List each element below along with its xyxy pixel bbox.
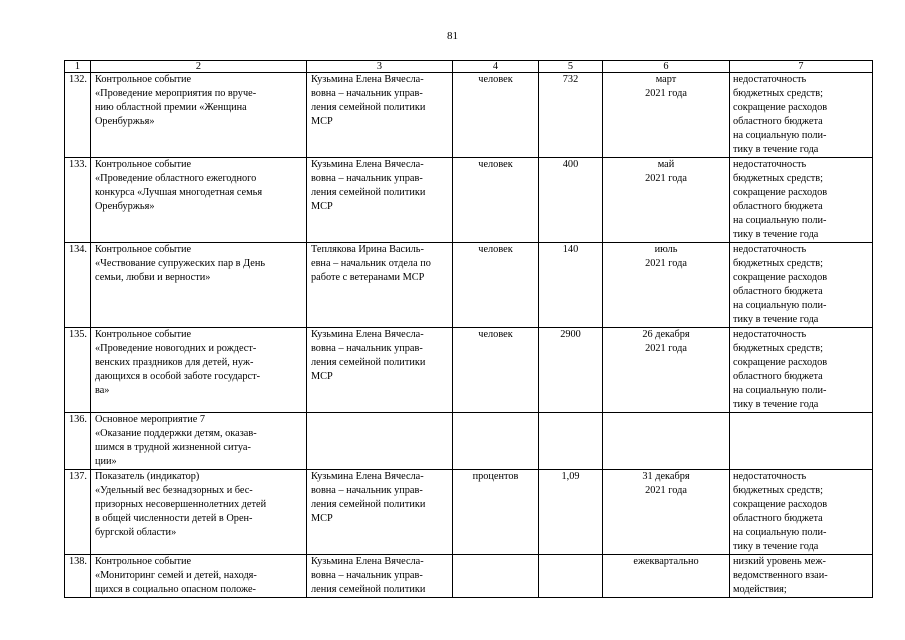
row-term: 31 декабря 2021 года <box>603 470 730 555</box>
row-responsible: Кузьмина Елена Вячесла- вовна – начальник управ- ления семейной политики МСР <box>307 158 453 243</box>
row-number: 138. <box>65 555 91 598</box>
row-risk: недостаточность бюджетных средств; сокращение расходов областного бюджета на социальную поли- тику в течение года <box>730 73 873 158</box>
row-name: Контрольное событие «Мониторинг семей и детей, находя- щихся в социально опасном положе- <box>91 555 307 598</box>
header-cell-1: 1 <box>65 61 91 73</box>
row-term: июль 2021 года <box>603 243 730 328</box>
table-row <box>65 73 873 158</box>
row-unit <box>453 413 539 470</box>
row-term: май 2021 года <box>603 158 730 243</box>
row-name: Показатель (индикатор) «Удельный вес безнадзорных и бес- призорных несовершеннолетних детей в общей численности детей в Орен- бургской области» <box>91 470 307 555</box>
header-row <box>65 61 873 73</box>
row-term <box>603 413 730 470</box>
row-unit: человек <box>453 158 539 243</box>
table-row <box>65 243 873 328</box>
row-value: 1,09 <box>539 470 603 555</box>
row-unit: человек <box>453 328 539 413</box>
row-term: март 2021 года <box>603 73 730 158</box>
row-name: Контрольное событие «Проведение новогодних и рождест- венских праздников для детей, нуж- дающихся в особой заботе государст- ва» <box>91 328 307 413</box>
row-number: 134. <box>65 243 91 328</box>
row-value <box>539 413 603 470</box>
row-unit: человек <box>453 73 539 158</box>
row-number: 132. <box>65 73 91 158</box>
row-responsible <box>307 413 453 470</box>
row-responsible: Кузьмина Елена Вячесла- вовна – начальник управ- ления семейной политики МСР <box>307 73 453 158</box>
row-value: 400 <box>539 158 603 243</box>
row-responsible: Кузьмина Елена Вячесла- вовна – начальник управ- ления семейной политики МСР <box>307 328 453 413</box>
row-number: 135. <box>65 328 91 413</box>
header-cell-3: 3 <box>307 61 453 73</box>
row-unit <box>453 555 539 598</box>
row-value: 140 <box>539 243 603 328</box>
row-value: 2900 <box>539 328 603 413</box>
header-cell-2: 2 <box>91 61 307 73</box>
row-number: 133. <box>65 158 91 243</box>
header-cell-7: 7 <box>730 61 873 73</box>
row-risk: недостаточность бюджетных средств; сокращение расходов областного бюджета на социальную поли- тику в течение года <box>730 158 873 243</box>
table-row <box>65 413 873 470</box>
row-name: Основное мероприятие 7 «Оказание поддержки детям, оказав- шимся в трудной жизненной ситуа- ции» <box>91 413 307 470</box>
row-responsible: Кузьмина Елена Вячесла- вовна – начальник управ- ления семейной политики МСР <box>307 470 453 555</box>
row-number: 136. <box>65 413 91 470</box>
row-risk: недостаточность бюджетных средств; сокращение расходов областного бюджета на социальную поли- тику в течение года <box>730 328 873 413</box>
page-number: 81 <box>447 30 458 42</box>
plan-table <box>64 60 873 598</box>
header-cell-4: 4 <box>453 61 539 73</box>
row-name: Контрольное событие «Чествование супружеских пар в День семьи, любви и верности» <box>91 243 307 328</box>
row-risk: недостаточность бюджетных средств; сокращение расходов областного бюджета на социальную поли- тику в течение года <box>730 470 873 555</box>
header-cell-5: 5 <box>539 61 603 73</box>
row-responsible: Теплякова Ирина Василь- евна – начальник отдела по работе с ветеранами МСР <box>307 243 453 328</box>
row-unit: человек <box>453 243 539 328</box>
row-unit: процентов <box>453 470 539 555</box>
table-row <box>65 158 873 243</box>
row-number: 137. <box>65 470 91 555</box>
row-risk <box>730 413 873 470</box>
row-name: Контрольное событие «Проведение мероприятия по вруче- нию областной премии «Женщина Оренбуржья» <box>91 73 307 158</box>
row-risk: низкий уровень меж- ведомственного взаи- модействия; <box>730 555 873 598</box>
table-row <box>65 328 873 413</box>
header-cell-6: 6 <box>603 61 730 73</box>
row-responsible: Кузьмина Елена Вячесла- вовна – начальник управ- ления семейной политики <box>307 555 453 598</box>
table-row <box>65 555 873 598</box>
row-term: ежеквартально <box>603 555 730 598</box>
row-risk: недостаточность бюджетных средств; сокращение расходов областного бюджета на социальную поли- тику в течение года <box>730 243 873 328</box>
row-value <box>539 555 603 598</box>
row-term: 26 декабря 2021 года <box>603 328 730 413</box>
row-value: 732 <box>539 73 603 158</box>
table-row <box>65 470 873 555</box>
row-name: Контрольное событие «Проведение областного ежегодного конкурса «Лучшая многодетная семья Оренбуржья» <box>91 158 307 243</box>
